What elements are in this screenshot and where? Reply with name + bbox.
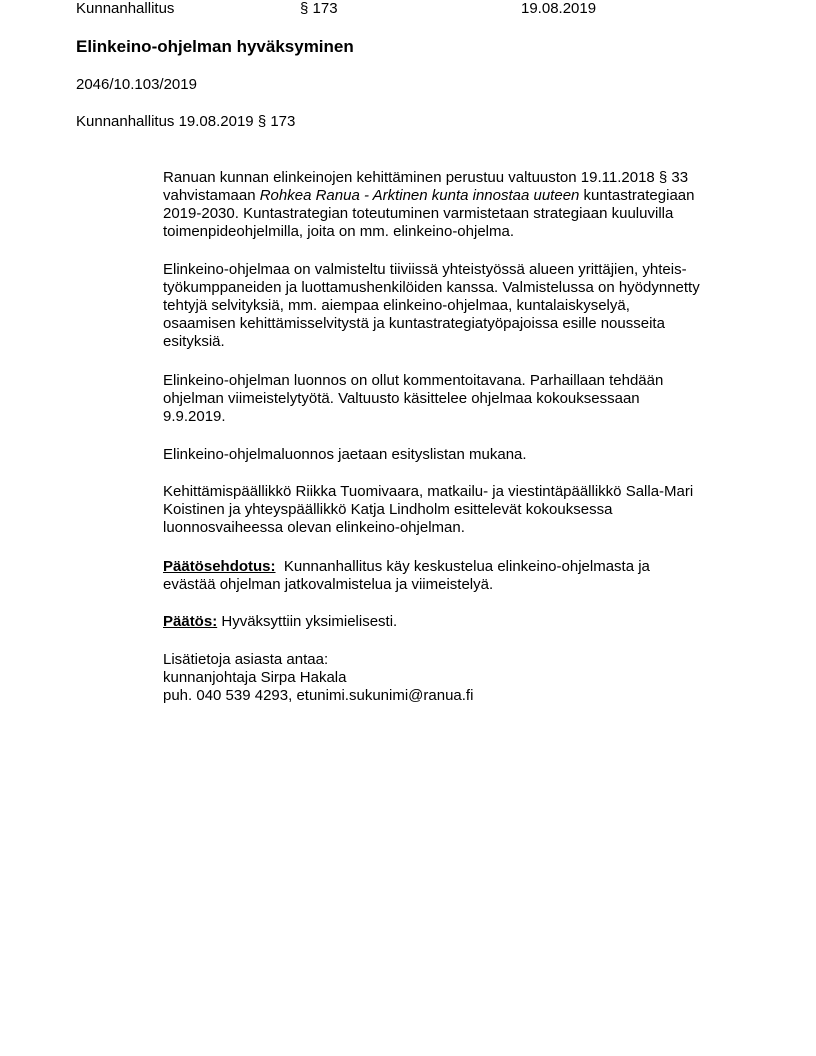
paragraph-preparation bbox=[163, 261, 700, 351]
text-line: Elinkeino-ohjelmaa on valmisteltu tiiviissä yhteistyössä alueen yrittäjien, yhteis- bbox=[163, 261, 687, 278]
text-line: esityksiä. bbox=[163, 333, 225, 350]
decision-label: Päätös: bbox=[163, 613, 218, 630]
proposal-label: Päätösehdotus: bbox=[163, 558, 276, 575]
text-line: Elinkeino-ohjelmaluonnos jaetaan esityslistan mukana. bbox=[163, 446, 527, 463]
paragraph-background bbox=[163, 169, 694, 241]
paragraph-presenters bbox=[163, 483, 693, 537]
text-line bbox=[163, 613, 397, 631]
text-line: ohjelman viimeistelytyötä. Valtuusto käsittelee ohjelmaa kokouksessaan bbox=[163, 390, 640, 407]
text-segment: kuntastrategiaan bbox=[579, 187, 695, 204]
text-line: 2019-2030. Kuntastrategian toteutuminen varmistetaan strategiaan kuuluvilla bbox=[163, 205, 674, 222]
text-line: tehtyjä selvityksiä, mm. aiempaa elinkeino-ohjelmaa, kuntalaiskyselyä, bbox=[163, 297, 630, 314]
meeting-reference: Kunnanhallitus 19.08.2019 § 173 bbox=[76, 113, 296, 130]
text-line: Elinkeino-ohjelman luonnos on ollut kommentoitavana. Parhaillaan tehdään bbox=[163, 372, 664, 389]
page-title: Elinkeino-ohjelman hyväksyminen bbox=[76, 37, 354, 56]
text-line: Ranuan kunnan elinkeinojen kehittäminen perustuu valtuuston 19.11.2018 § 33 bbox=[163, 169, 689, 186]
paragraph-draft-status bbox=[163, 372, 663, 426]
decision-text: Hyväksyttiin yksimielisesti. bbox=[217, 613, 398, 630]
text-line: Kehittämispäällikkö Riikka Tuomivaara, matkailu- ja viestintäpäällikkö Salla-Mari bbox=[163, 483, 694, 500]
text-line: toimenpideohjelmilla, joita on mm. elinkeino-ohjelma. bbox=[163, 223, 515, 240]
text-line: evästää ohjelman jatkovalmistelua ja viimeistelyä. bbox=[163, 576, 494, 593]
text-line: Koistinen ja yhteyspäällikkö Katja Lindholm esittelevät kokouksessa bbox=[163, 501, 613, 518]
text-line bbox=[163, 187, 694, 205]
text-line: 9.9.2019. bbox=[163, 408, 226, 425]
text-line: Lisätietoja asiasta antaa: bbox=[163, 651, 329, 668]
text-line: työkumppaneiden ja luottamushenkilöiden kanssa. Valmistelussa on hyödynnetty bbox=[163, 279, 700, 296]
record-number: 2046/10.103/2019 bbox=[76, 76, 197, 93]
text-line: kunnanjohtaja Sirpa Hakala bbox=[163, 669, 347, 686]
header-section: § 173 bbox=[300, 0, 338, 17]
header-body: Kunnanhallitus bbox=[76, 0, 175, 17]
proposal-text: Kunnanhallitus käy keskustelua elinkeino-ohjelmasta ja bbox=[275, 558, 650, 575]
strategy-name: Rohkea Ranua - Arktinen kunta innostaa uuteen bbox=[259, 187, 580, 204]
text-line: luonnosvaiheessa olevan elinkeino-ohjelman. bbox=[163, 519, 465, 536]
decision-proposal bbox=[163, 558, 650, 594]
paragraph-attachment bbox=[163, 446, 527, 464]
text-segment: vahvistamaan bbox=[163, 187, 260, 204]
contact-info bbox=[163, 651, 473, 705]
text-line bbox=[163, 558, 650, 576]
decision bbox=[163, 613, 397, 631]
header-date: 19.08.2019 bbox=[521, 0, 597, 17]
text-line: puh. 040 539 4293, etunimi.sukunimi@ranua.fi bbox=[163, 687, 474, 704]
text-line: osaamisen kehittämisselvitystä ja kuntastrategiatyöpajoissa esille nousseita bbox=[163, 315, 665, 332]
